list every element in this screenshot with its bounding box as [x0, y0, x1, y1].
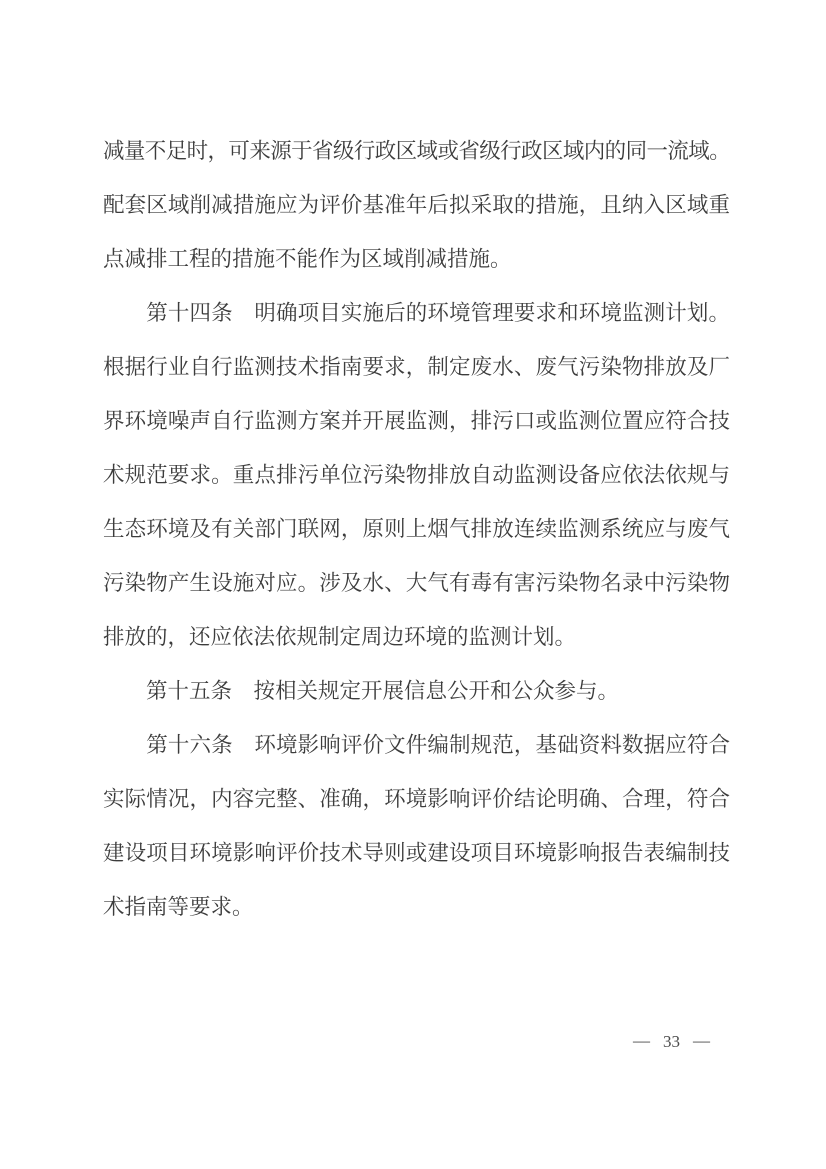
page-number: 33 [663, 1032, 680, 1051]
body-text-line: 术指南等要求。 [103, 895, 254, 919]
body-text-line-article-16: 第十六条 环境影响评价文件编制规范，基础资料数据应符合 [103, 733, 730, 757]
document-body [103, 124, 730, 934]
body-text-line-article-14: 第十四条 明确项目实施后的环境管理要求和环境监测计划。 [103, 301, 730, 325]
footer-dash-left: — [633, 1031, 650, 1050]
body-text-line-article-15: 第十五条 按相关规定开展信息公开和公众参与。 [103, 679, 620, 703]
body-text-line: 排放的，还应依法依规制定周边环境的监测计划。 [103, 625, 577, 649]
body-text-line: 建设项目环境影响评价技术导则或建设项目环境影响报告表编制技 [103, 841, 730, 865]
body-text-line: 根据行业自行监测技术指南要求，制定废水、废气污染物排放及厂 [103, 355, 730, 379]
body-text-line: 实际情况，内容完整、准确，环境影响评价结论明确、合理，符合 [103, 787, 730, 811]
body-text-line: 污染物产生设施对应。涉及水、大气有毒有害污染物名录中污染物 [103, 571, 730, 595]
body-text-line: 界环境噪声自行监测方案并开展监测，排污口或监测位置应符合技 [103, 409, 730, 433]
page-footer [633, 1030, 710, 1054]
body-text-line: 点减排工程的措施不能作为区域削减措施。 [103, 247, 512, 271]
body-text-line: 配套区域削减措施应为评价基准年后拟采取的措施，且纳入区域重 [103, 193, 730, 217]
body-text-line: 术规范要求。重点排污单位污染物排放自动监测设备应依法依规与 [103, 463, 730, 487]
footer-dash-right: — [693, 1031, 710, 1050]
body-text-line: 生态环境及有关部门联网，原则上烟气排放连续监测系统应与废气 [103, 517, 730, 541]
body-text-line: 减量不足时，可来源于省级行政区域或省级行政区域内的同一流域。 [103, 139, 730, 163]
